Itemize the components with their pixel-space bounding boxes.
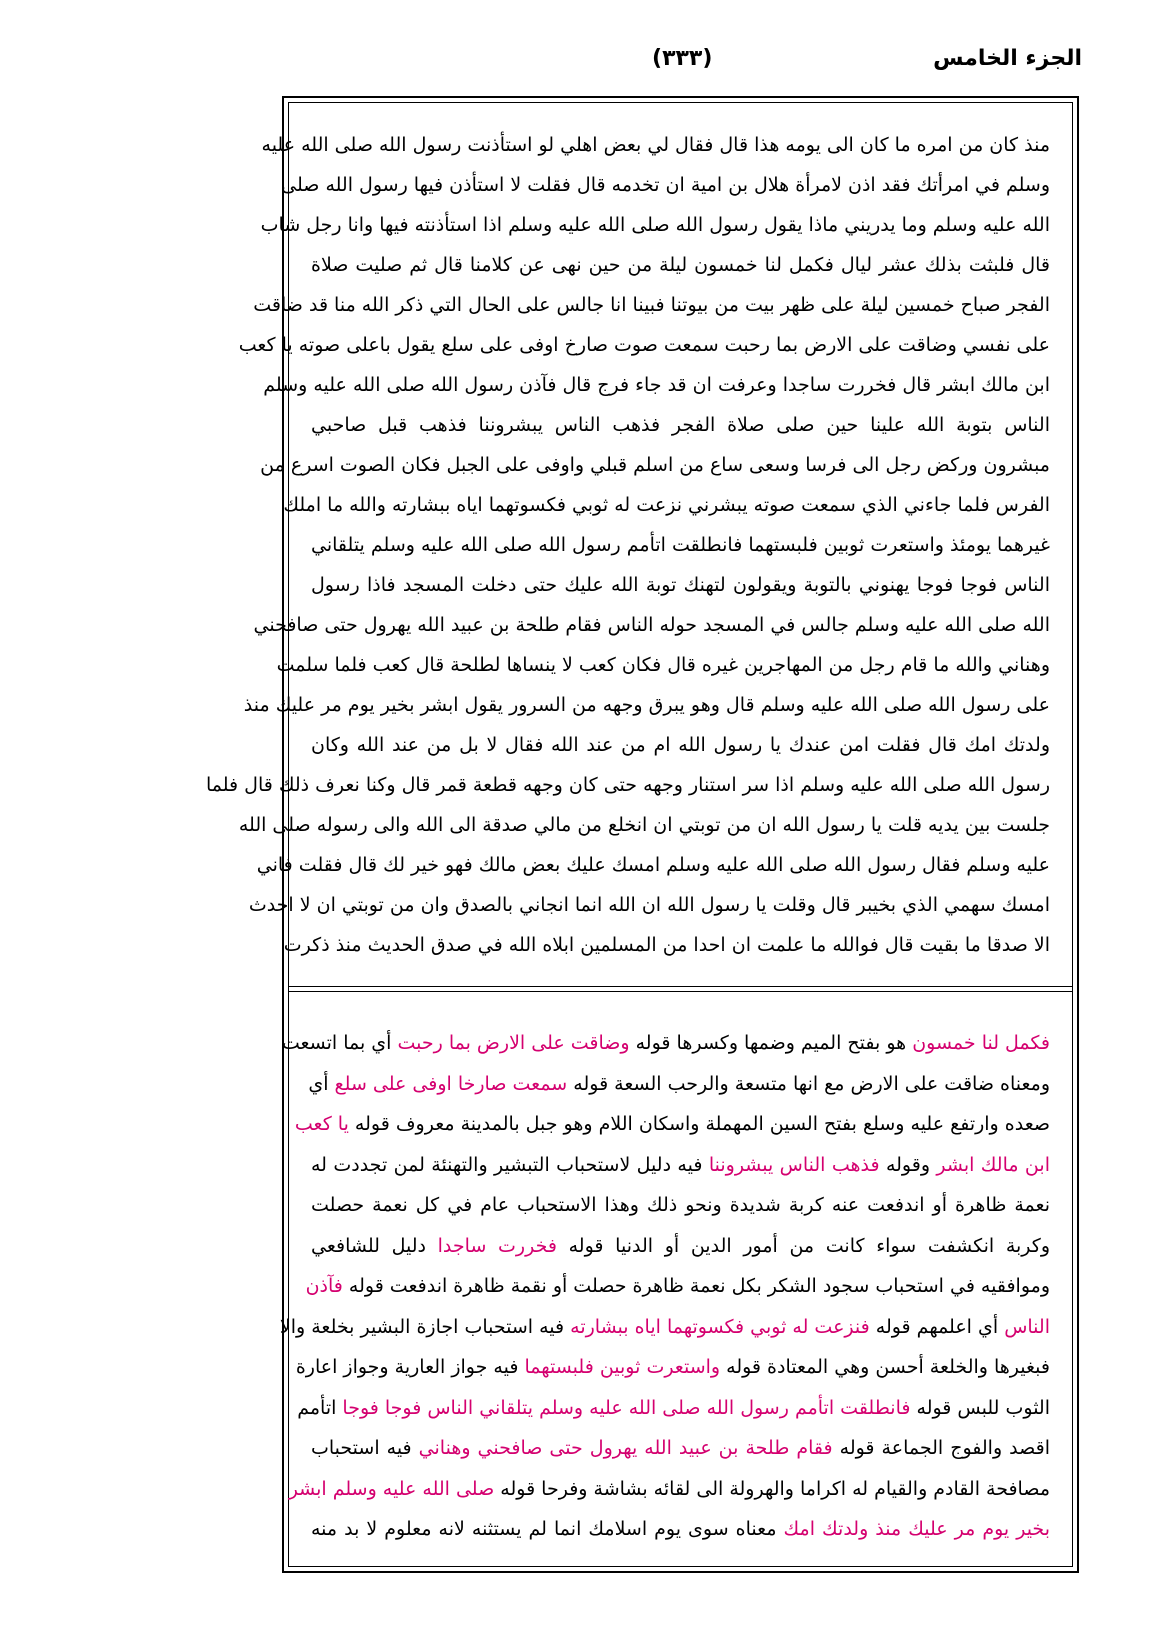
commentary-phrase: مصافحة القادم والقيام له اكراما والهرولة الى لقائه بشاشة وفرحا قوله <box>494 1477 1050 1500</box>
quoted-phrase: صلى الله عليه وسلم ابشر <box>288 1477 495 1500</box>
text-line: قال فلبثت بذلك عشر ليال فكمل لنا خمسون ليلة من حين نهى عن كلامنا قال ثم صليت صلاة <box>311 254 1050 276</box>
page-header <box>282 46 1082 86</box>
text-line: الفرس فلما جاءني الذي سمعت صوته يبشرني نزعت له ثوبي فكسوتهما اياه ببشارته والله ما املك <box>283 494 1050 516</box>
quoted-phrase: فذهب الناس يبشروننا <box>708 1153 880 1176</box>
text-line: مبشرون وركض رجل الى فرسا وسعى ساع من اسلم قبلي واوفى على الجبل فكان الصوت اسرع من <box>260 454 1050 476</box>
quoted-phrase: وضاقت على الارض بما رحبت <box>397 1032 630 1054</box>
commentary-phrase: دليل للشافعي <box>311 1234 438 1257</box>
part-title: الجزء الخامس <box>933 46 1082 71</box>
commentary-phrase: أي بما اتسعت <box>281 1032 398 1054</box>
commentary-line <box>288 1469 1050 1510</box>
text-line: رسول الله صلى الله عليه وسلم اذا سر استنار وجهه حتى كان وجهه قطعة قمر قال وكنا نعرف ذلك قال فلما <box>205 774 1050 796</box>
commentary-line <box>297 1388 1050 1429</box>
section-divider <box>289 986 1072 987</box>
commentary-phrase: الثوب للبس قوله <box>910 1396 1050 1419</box>
quoted-phrase: سمعت صارخا اوفى على سلع <box>334 1072 568 1095</box>
commentary-line <box>281 1023 1050 1064</box>
text-line: ولدتك امك قال فقلت امن عندك يا رسول الله ام من عند الله فقال لا بل من عند الله وكان <box>311 734 1050 756</box>
quoted-phrase: فقام طلحة بن عبيد الله يهرول حتى صافحني وهناني <box>418 1437 833 1459</box>
commentary-phrase: ومعناه ضاقت على الارض مع انها متسعة والرحب السعة قوله <box>567 1072 1050 1095</box>
text-line: الناس فوجا فوجا يهنوني بالتوبة ويقولون لتهنك توبة الله عليك حتى دخلت المسجد فاذا رسول <box>311 574 1050 596</box>
commentary-line <box>294 1104 1050 1145</box>
commentary-phrase: نعمة ظاهرة أو اندفعت عنه كربة شديدة ونحو ذلك وهذا الاستحباب عام في كل نعمة حصلت <box>311 1194 1050 1216</box>
commentary-text <box>279 1023 1051 1550</box>
commentary-phrase: صعده وارتفع عليه وسلع بفتح السين المهملة واسكان اللام وهو جبل بالمدينة معروف قوله <box>348 1113 1050 1135</box>
main-hadith-text <box>205 125 1050 965</box>
text-line: جلست بين يديه قلت يا رسول الله ان من توبتي ان انخلع من مالي صدقة الى الله والى رسوله صلى الله <box>238 814 1050 836</box>
commentary-phrase: فيه استحباب اجازة البشير بخلعة والا <box>279 1315 571 1338</box>
text-line: وهناني والله ما قام رجل من المهاجرين غيره قال فكان كعب لا ينساها لطلحة قال كعب فلما سلمت <box>276 654 1050 676</box>
commentary-phrase: فيه دليل لاستحباب التبشير والتهنئة لمن تجددت له <box>311 1153 709 1176</box>
section-divider-inner <box>289 991 1072 992</box>
quoted-phrase: ابن مالك ابشر <box>936 1153 1050 1176</box>
commentary-phrase: فيه جواز العارية وجواز اعارة <box>295 1356 525 1378</box>
commentary-line <box>311 1145 1050 1186</box>
quoted-phrase: فنزعت له ثوبي فكسوتهما اياه ببشارته <box>570 1315 870 1338</box>
commentary-line <box>308 1064 1050 1105</box>
quoted-phrase: بخير يوم مر عليك منذ ولدتك امك <box>783 1518 1050 1540</box>
commentary-line <box>311 1226 1050 1267</box>
text-line: امسك سهمي الذي بخيبر قال وقلت يا رسول الله ان الله انما انجاني بالصدق وان من توبتي ان لا احدث <box>248 894 1050 916</box>
text-line: ابن مالك ابشر قال فخررت ساجدا وعرفت ان قد جاء فرج قال فآذن رسول الله صلى الله عليه وسلم <box>263 374 1050 396</box>
commentary-phrase: أي اعلمهم قوله <box>869 1315 1005 1338</box>
page-number: (٣٣٣) <box>652 46 713 71</box>
commentary-line <box>295 1347 1050 1388</box>
text-line: غيرهما يومئذ واستعرت ثوبين فلبستهما فانطلقت اتأمم رسول الله صلى الله عليه وسلم يتلقاني <box>311 534 1050 556</box>
text-line: منذ كان من امره ما كان الى يومه هذا قال فقال لي بعض اهلي لو استأذنت رسول الله صلى الله عليه <box>261 134 1050 156</box>
quoted-phrase: فخررت ساجدا <box>437 1234 557 1257</box>
text-line: على رسول الله صلى الله عليه وسلم قال وهو يبرق وجهه من السرور يقول ابشر بخير يوم مر عليك منذ <box>243 694 1050 716</box>
commentary-line <box>311 1185 1050 1226</box>
text-line: وسلم في امرأتك فقد اذن لامرأة هلال بن امية ان تخدمه قال فقلت لا استأذن فيها رسول الله صلى <box>281 174 1050 196</box>
page-frame <box>205 96 1079 1573</box>
commentary-phrase: اتأمم <box>297 1396 343 1419</box>
quoted-phrase: واستعرت ثوبين فلبستهما <box>524 1356 721 1378</box>
commentary-phrase: فيه استحباب <box>311 1437 419 1459</box>
text-line: عليه وسلم فقال رسول الله صلى الله عليه وسلم امسك عليك بعض مالك فهو خير لك قال فقلت فاني <box>256 854 1050 876</box>
commentary-phrase: وموافقيه في استحباب سجود الشكر بكل نعمة ظاهرة حصلت أو نقمة ظاهرة اندفعت قوله <box>342 1275 1050 1297</box>
text-line: الله صلى الله عليه وسلم جالس في المسجد حوله الناس فقام طلحة بن عبيد الله يهرول حتى صافحني <box>253 614 1050 636</box>
commentary-phrase: معناه سوى يوم اسلامك انما لم يستثنه لانه معلوم لا بد منه <box>311 1518 784 1540</box>
commentary-phrase: اقصد والفوج الجماعة قوله <box>832 1437 1050 1459</box>
text-line: الا صدقا ما بقيت قال فوالله ما علمت ان احدا من المسلمين ابلاه الله في صدق الحديث منذ ذكرت <box>283 934 1050 956</box>
quoted-phrase: فانطلقت اتأمم رسول الله صلى الله عليه وسلم يتلقاني الناس فوجا فوجا <box>342 1396 911 1419</box>
commentary-phrase: وقوله <box>879 1153 937 1176</box>
commentary-line <box>279 1307 1050 1348</box>
commentary-phrase: وكربة انكشفت سواء كانت من أمور الدين أو الدنيا قوله <box>556 1234 1051 1257</box>
quoted-phrase: يا كعب <box>294 1113 349 1135</box>
quoted-phrase: فكمل لنا خمسون <box>912 1032 1050 1054</box>
quoted-phrase: الناس <box>1004 1315 1050 1338</box>
commentary-phrase: فبغيرها والخلعة أحسن وهي المعتادة قوله <box>720 1356 1050 1378</box>
text-line: الفجر صباح خمسين ليلة على ظهر بيت من بيوتنا فبينا انا جالس على الحال التي ذكر الله منا قد ضاقت <box>253 294 1050 316</box>
commentary-phrase: أي <box>308 1072 335 1095</box>
inner-frame <box>205 102 1073 1567</box>
quoted-phrase: فآذن <box>305 1275 343 1297</box>
commentary-line <box>311 1428 1050 1469</box>
text-line: الناس بتوبة الله علينا حين صلى صلاة الفجر فذهب الناس يبشروننا فذهب قبل صاحبي <box>311 414 1050 436</box>
commentary-line <box>305 1266 1050 1307</box>
text-line: على نفسي وضاقت على الارض بما رحبت سمعت صوت صارخ اوفى على سلع يقول باعلى صوته يا كعب <box>238 334 1050 356</box>
commentary-phrase: هو بفتح الميم وضمها وكسرها قوله <box>629 1032 913 1054</box>
commentary-line <box>311 1509 1050 1550</box>
text-line: الله عليه وسلم وما يدريني ماذا يقول رسول الله صلى الله عليه وسلم اذا استأذنته فيها وانا رجل شاب <box>260 214 1050 236</box>
